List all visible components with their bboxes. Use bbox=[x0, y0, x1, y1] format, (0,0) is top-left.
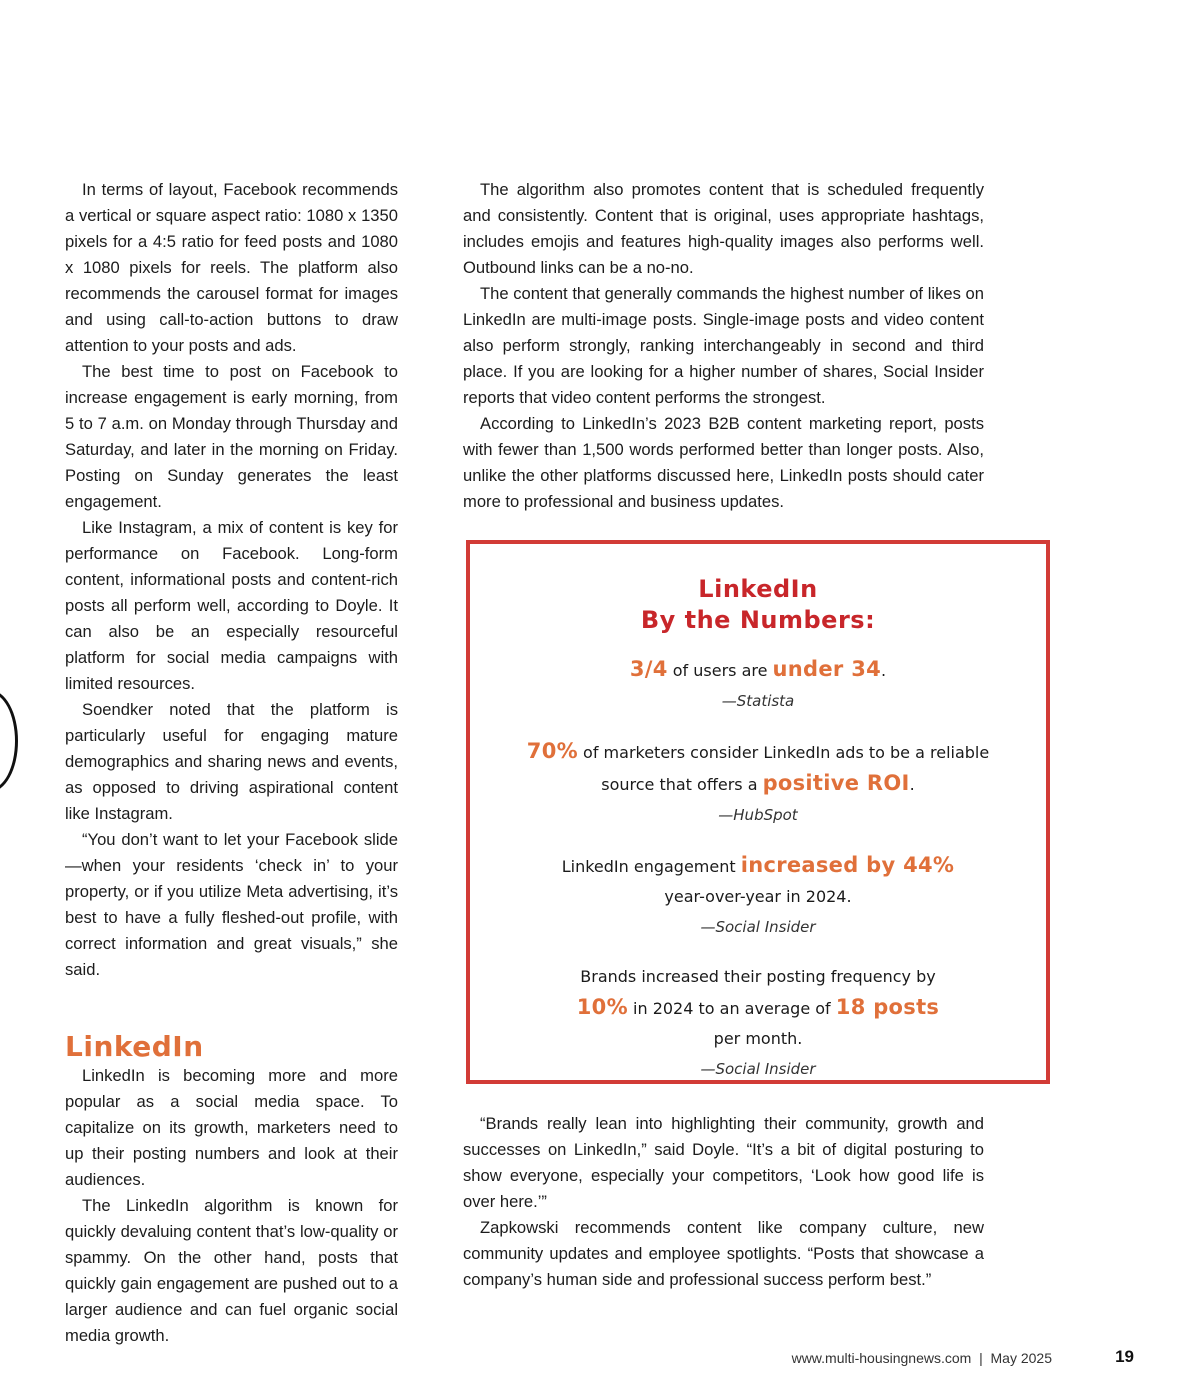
stat-engagement bbox=[470, 850, 1046, 938]
stat-marketers-roi bbox=[470, 736, 1046, 826]
stat-text: LinkedIn engagement bbox=[561, 857, 741, 876]
stat-highlight: 70% bbox=[526, 739, 578, 763]
stat-posting-frequency bbox=[470, 962, 1046, 1080]
stat-text: year-over-year in 2024. bbox=[664, 887, 852, 906]
section-heading-linkedin: LinkedIn bbox=[65, 1030, 204, 1063]
stats-box-title-line1: LinkedIn bbox=[698, 575, 818, 603]
stats-box-title-line2: By the Numbers: bbox=[640, 606, 876, 634]
paragraph: LinkedIn is becoming more and more popular as a social media space. To capitalize on its growth, marketers need to up their posting numbers and look at their audiences. bbox=[65, 1066, 398, 1189]
stat-highlight: 3/4 bbox=[629, 657, 668, 681]
stat-source: —Social Insider bbox=[700, 918, 816, 936]
stat-text: per month. bbox=[713, 1029, 803, 1048]
stat-highlight: positive ROI bbox=[762, 771, 910, 795]
footer-separator: | bbox=[979, 1350, 983, 1366]
stat-source: —Statista bbox=[721, 692, 795, 710]
stat-highlight: 18 posts bbox=[835, 995, 940, 1019]
stat-source: —Social Insider bbox=[700, 1060, 816, 1078]
left-column bbox=[65, 177, 398, 1349]
stat-text: source that offers a bbox=[601, 775, 763, 794]
paragraph: The LinkedIn algorithm is known for quickly devaluing content that’s low-quality or spammy. On the other hand, posts that quickly gain engagement are pushed out to a larger audience and can fuel organic social media growth. bbox=[65, 1196, 398, 1345]
stat-text: . bbox=[909, 775, 915, 794]
stat-highlight: 10% bbox=[576, 995, 628, 1019]
right-column-bottom bbox=[463, 1111, 984, 1293]
page-number: 19 bbox=[1115, 1347, 1134, 1366]
paragraph: The best time to post on Facebook to increase engagement is early morning, from 5 to 7 a.m. on Monday through Thursday and Saturday, and later in the morning on Friday. Posting on Sunday generates the least engagement. bbox=[65, 362, 398, 511]
paragraph: The content that generally commands the highest number of likes on LinkedIn are multi-image posts. Single-image posts and video content also perform strongly, ranking interchangeably in second and third place. If you are looking for a higher number of shares, Social Insider reports that video content performs the strongest. bbox=[463, 284, 984, 407]
decorative-arc bbox=[0, 690, 18, 792]
paragraph: In terms of layout, Facebook recommends a vertical or square aspect ratio: 1080 x 1350 pixels for a 4:5 ratio for feed posts and 1080 x 1080 pixels for reels. The platform also recommends the carousel format for images and using call-to-action buttons to draw attention to your posts and ads. bbox=[65, 180, 398, 355]
paragraph: “You don’t want to let your Facebook slide—when your residents ‘check in’ to your property, or if you utilize Meta advertising, it’s best to have a fully fleshed-out profile, with correct information and great visuals,” she said. bbox=[65, 830, 398, 979]
stat-text: of users are bbox=[667, 661, 773, 680]
stat-source: —HubSpot bbox=[718, 806, 798, 824]
footer-date: May 2025 bbox=[990, 1350, 1052, 1366]
stats-box-title bbox=[470, 574, 1046, 636]
stat-text: . bbox=[881, 661, 887, 680]
paragraph: According to LinkedIn’s 2023 B2B content marketing report, posts with fewer than 1,500 words performed better than longer posts. Also, unlike the other platforms discussed here, LinkedIn posts should cater more to professional and business updates. bbox=[463, 414, 984, 511]
linkedin-stats-box bbox=[466, 540, 1050, 1084]
footer-website: www.multi-housingnews.com bbox=[791, 1350, 972, 1366]
stat-highlight: increased by 44% bbox=[740, 853, 955, 877]
paragraph: “Brands really lean into highlighting their community, growth and successes on LinkedIn,” said Doyle. “It’s a bit of digital posturing to show everyone, especially your competitors, ‘Look how good life is over here.’” bbox=[463, 1114, 984, 1211]
paragraph: The algorithm also promotes content that is scheduled frequently and consistently. Content that is original, uses appropriate hashtags, includes emojis and features high-quality images also performs well. Outbound links can be a no-no. bbox=[463, 180, 984, 277]
stat-text: in 2024 to an average of bbox=[627, 999, 836, 1018]
right-column-top bbox=[463, 177, 984, 515]
paragraph: Soendker noted that the platform is particularly useful for engaging mature demographics and sharing news and events, as opposed to driving aspirational content like Instagram. bbox=[65, 700, 398, 823]
paragraph: Zapkowski recommends content like company culture, new community updates and employee spotlights. “Posts that showcase a company’s human side and professional success perform best.” bbox=[463, 1218, 984, 1289]
paragraph: Like Instagram, a mix of content is key for performance on Facebook. Long-form content, informational posts and content-rich posts all perform well, according to Doyle. It can also be an especially resourceful platform for social media campaigns with limited resources. bbox=[65, 518, 398, 693]
stat-users-age bbox=[470, 654, 1046, 712]
stat-text: Brands increased their posting frequency by bbox=[580, 967, 936, 986]
page-footer bbox=[792, 1350, 1052, 1366]
stat-highlight: under 34 bbox=[772, 657, 882, 681]
stat-text: of marketers consider LinkedIn ads to be a reliable bbox=[577, 743, 990, 762]
